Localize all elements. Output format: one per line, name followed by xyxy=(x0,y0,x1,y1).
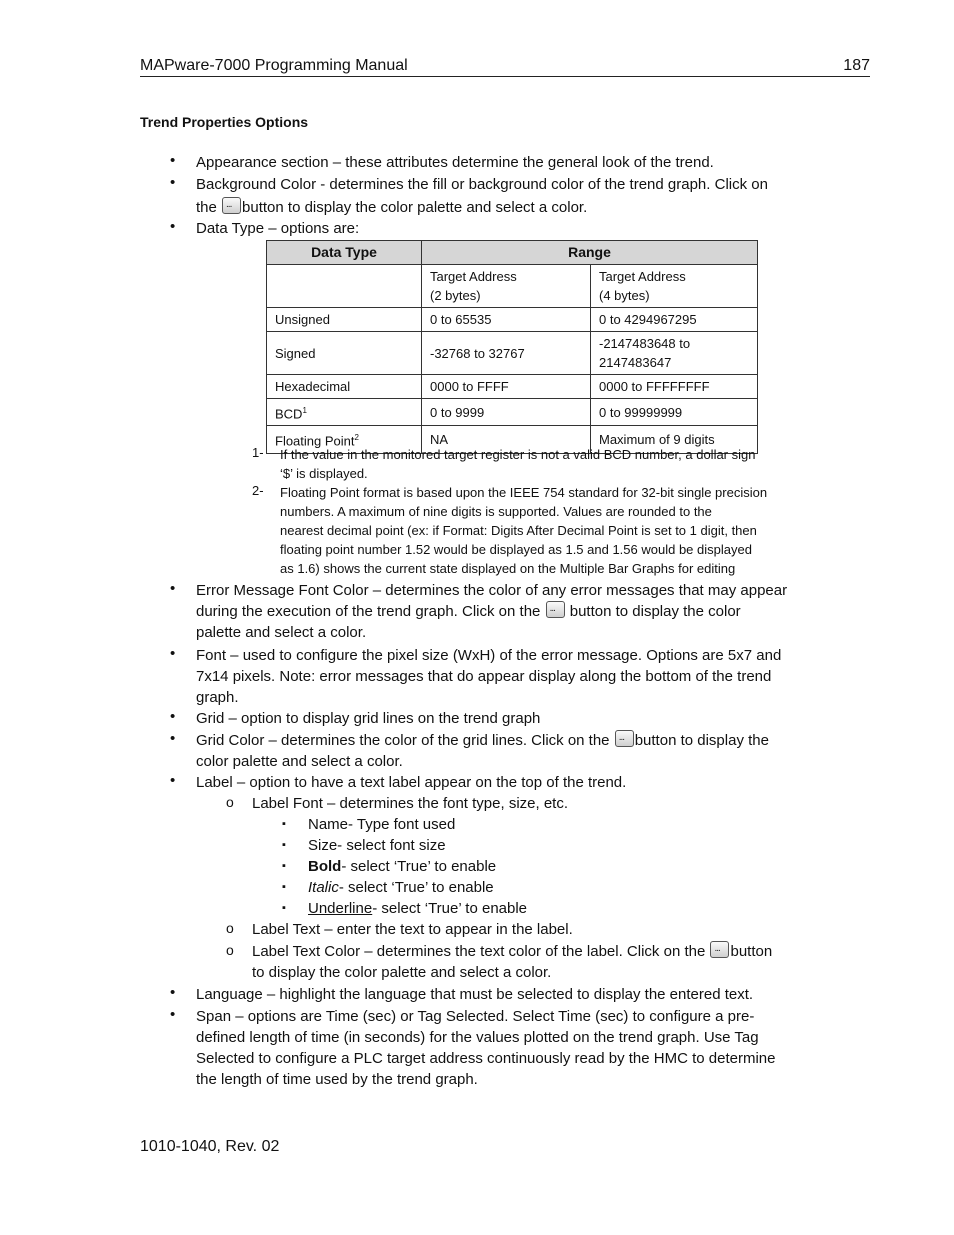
sub-item-bold: Bold- select ‘True’ to enable xyxy=(308,858,497,875)
ellipsis-button-icon xyxy=(615,730,634,747)
table-row xyxy=(267,332,758,375)
bullet-marker: • xyxy=(170,772,176,789)
page-number: 187 xyxy=(843,57,870,74)
table-header-range: Range xyxy=(422,241,758,265)
table-cell: 0 to 65535 xyxy=(422,308,591,332)
table-cell xyxy=(267,265,422,308)
table-cell: Target Address (2 bytes) xyxy=(422,265,591,308)
table-cell: 0 to 9999 xyxy=(422,399,591,426)
square-marker: ▪ xyxy=(282,839,286,851)
header-title: MAPware-7000 Programming Manual xyxy=(140,57,408,74)
circle-marker: o xyxy=(226,920,234,936)
table-row xyxy=(267,375,758,399)
footer-doc-number: 1010-1040, Rev. 02 xyxy=(140,1138,280,1155)
table-cell: BCD$^1$ xyxy=(267,399,422,426)
table-cell: -2147483648 to 2147483647 xyxy=(591,332,758,375)
square-marker: ▪ xyxy=(282,902,286,914)
bullet-marker: • xyxy=(170,984,176,1001)
bullet-error-message-font-color: Error Message Font Color – determines the color of any error messages that may appear during the execution of the trend graph. Click on the ... button to display the color palette and select a color. xyxy=(196,580,787,643)
sub-label-text: Label Text – enter the text to appear in the label. xyxy=(252,921,573,938)
table-row xyxy=(267,399,758,426)
ellipsis-button-icon xyxy=(222,197,241,214)
text-the: the xyxy=(196,199,217,216)
square-marker: ▪ xyxy=(282,860,286,872)
bullet-background-color-cont xyxy=(196,197,587,218)
sub-item-name: Name- Type font used xyxy=(308,816,456,833)
header-rule xyxy=(140,76,870,77)
bullet-marker: • xyxy=(170,152,176,169)
table-cell: 0000 to FFFFFFFF xyxy=(591,375,758,399)
bullet-marker: • xyxy=(170,580,176,597)
ellipsis-button-icon xyxy=(710,941,729,958)
circle-marker: o xyxy=(226,942,234,958)
bullet-marker: • xyxy=(170,1006,176,1023)
bullet-span: Span – options are Time (sec) or Tag Selected. Select Time (sec) to configure a pre- defined length of time (in seconds) for the values plotted on the trend graph. Use Tag Selected to configure a PLC target address continuously read by the HMC to determine the length of time used by the trend graph. xyxy=(196,1008,776,1088)
circle-marker: o xyxy=(226,794,234,810)
bullet-data-type: Data Type – options are: xyxy=(196,220,360,237)
sub-item-italic: Italic- select ‘True’ to enable xyxy=(308,879,494,896)
bullet-marker: • xyxy=(170,730,176,747)
sub-label-text-color: Label Text Color – determines the text color of the label. Click on the ... button to display the color palette and select a color. xyxy=(252,941,772,983)
bullet-marker: • xyxy=(170,645,176,662)
footnote-2: Floating Point format is based upon the IEEE 754 standard for 32-bit single precision numbers. A maximum of nine digits is supported. Values are rounded to the nearest decimal point (ex: if Format: Digits After Decimal Point is set to 1 digit, then floating point number 1.52 would be displayed as 1.5 and 1.56 would be displayed as 1.6) shows the current state displayed on the Multiple Bar Graphs for editing xyxy=(280,485,768,576)
table-cell: Signed xyxy=(267,332,422,375)
sub-item-size: Size- select font size xyxy=(308,837,446,854)
bullet-background-color: Background Color - determines the fill or background color of the trend graph. Click on xyxy=(196,176,768,193)
bullet-marker: • xyxy=(170,174,176,191)
ellipsis-button-icon xyxy=(546,601,565,618)
bullet-label: Label – option to have a text label appear on the top of the trend. xyxy=(196,774,627,791)
table-cell: NA xyxy=(422,426,591,453)
section-title: Trend Properties Options xyxy=(140,114,309,130)
table-row xyxy=(267,308,758,332)
table-cell: Hexadecimal xyxy=(267,375,422,399)
bullet-grid-color: Grid Color – determines the color of the grid lines. Click on the ... button to display the color palette and select a color. xyxy=(196,730,769,772)
bullet-font: Font – used to configure the pixel size (WxH) of the error message. Options are 5x7 and 7x14 pixels. Note: error messages that do appear display along the bottom of the trend graph. xyxy=(196,647,782,706)
square-marker: ▪ xyxy=(282,818,286,830)
table-cell: -32768 to 32767 xyxy=(422,332,591,375)
table-cell: 0 to 99999999 xyxy=(591,399,758,426)
bullet-grid: Grid – option to display grid lines on the trend graph xyxy=(196,710,541,727)
table-cell: Maximum of 9 digits xyxy=(591,426,758,453)
table-row xyxy=(267,265,758,308)
table-cell: Floating Point$^2$ xyxy=(267,426,422,453)
bullet-marker: • xyxy=(170,218,176,235)
bullet-marker: • xyxy=(170,708,176,725)
table-cell: 0000 to FFFF xyxy=(422,375,591,399)
text-button-desc: button to display the color palette and select a color. xyxy=(242,199,588,216)
bullet-language: Language – highlight the language that must be selected to display the entered text. xyxy=(196,986,754,1003)
table-cell: 0 to 4294967295 xyxy=(591,308,758,332)
data-type-table xyxy=(266,240,758,454)
footnote-number: 1- xyxy=(252,445,264,460)
table-cell: Target Address (4 bytes) xyxy=(591,265,758,308)
sub-item-underline: Underline- select ‘True’ to enable xyxy=(308,900,528,917)
square-marker: ▪ xyxy=(282,881,286,893)
footnote-1: If the value in the monitored target register is not a valid BCD number, a dollar sign ‘$’ is displayed. xyxy=(280,447,756,481)
table-cell: Unsigned xyxy=(267,308,422,332)
footnote-number: 2- xyxy=(252,483,264,498)
sub-label-font: Label Font – determines the font type, size, etc. xyxy=(252,795,569,812)
table-header-data-type: Data Type xyxy=(267,241,422,265)
bullet-appearance: Appearance section – these attributes determine the general look of the trend. xyxy=(196,154,714,171)
